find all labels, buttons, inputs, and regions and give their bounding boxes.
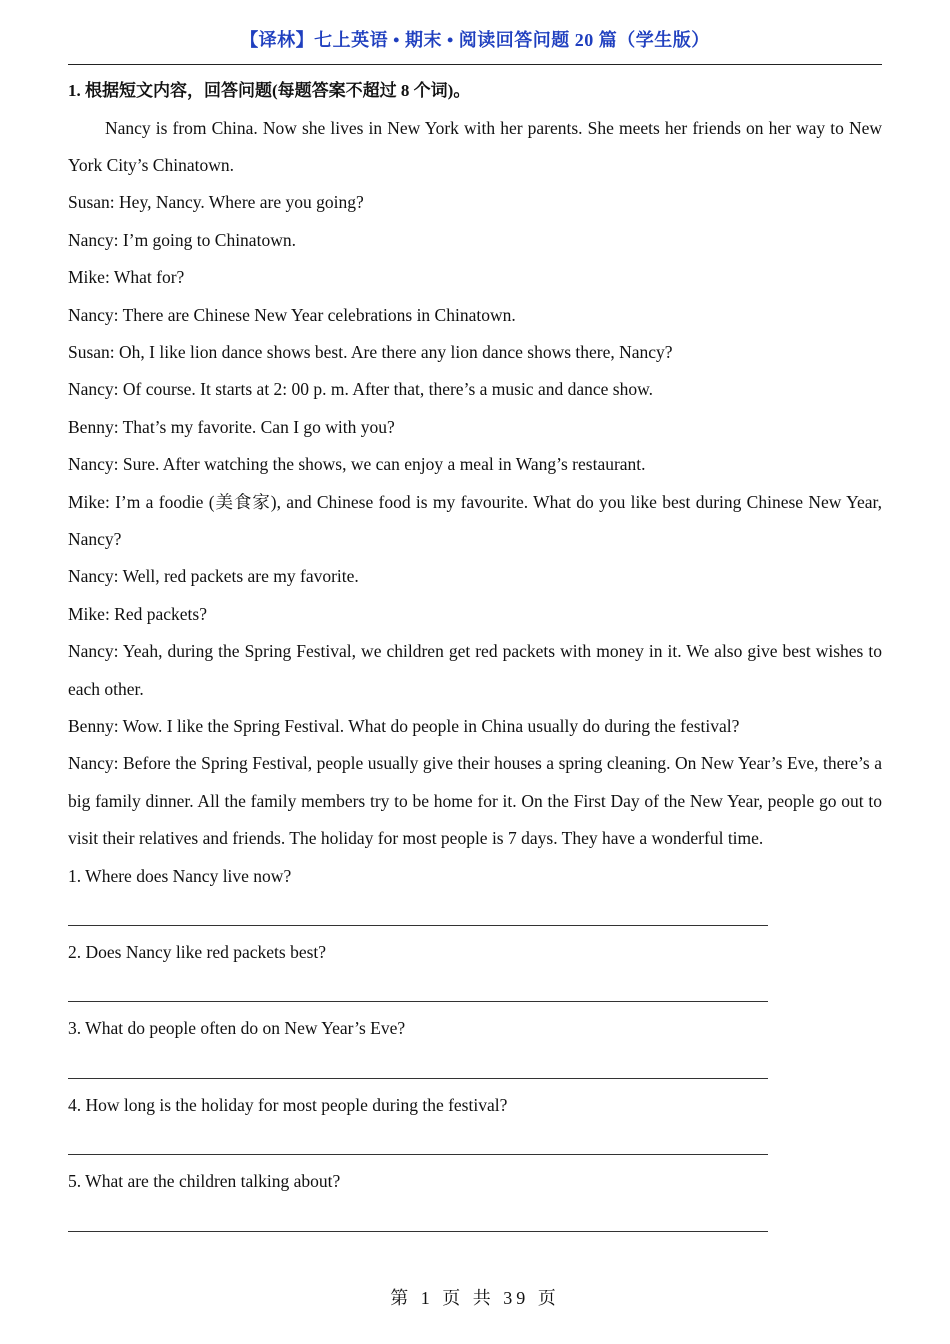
dialogue-line: Susan: Hey, Nancy. Where are you going?	[68, 192, 364, 213]
answer-line[interactable]	[68, 1154, 768, 1155]
dialogue-line: Nancy: Before the Spring Festival, people usually give their houses a spring cleaning. On New Year’s Eve, there’s a big family dinner. All the family members try to be home for it. On the First Day of the New Year, people go out to visit their relatives and friends. The holiday for most people is 7 days. They have a wonderful time.	[68, 753, 882, 849]
dialogue-line: Mike: Red packets?	[68, 603, 207, 624]
page-footer: 第 1 页 共 39 页	[390, 1288, 560, 1308]
dialogue-line: Nancy: Sure. After watching the shows, we can enjoy a meal in Wang’s restaurant.	[68, 454, 646, 475]
answer-line[interactable]	[68, 1001, 768, 1002]
answer-line[interactable]	[68, 1231, 768, 1232]
question-block	[68, 72, 882, 1240]
dialogue-line: Mike: I’m a foodie (美食家), and Chinese food is my favourite. What do you like best during Chinese New Year, Nancy?	[68, 491, 882, 549]
intro-paragraph: Nancy is from China. Now she lives in New York with her parents. She meets her friends on her way to New York City’s Chinatown.	[68, 117, 882, 175]
dialogue-line: Benny: That’s my favorite. Can I go with you?	[68, 416, 395, 437]
question-item: 3. What do people often do on New Year’s Eve?	[68, 1018, 406, 1039]
answer-line[interactable]	[68, 925, 768, 926]
dialogue-line: Nancy: I’m going to Chinatown.	[68, 229, 296, 250]
dialogue-line: Mike: What for?	[68, 267, 185, 288]
question-item: 1. Where does Nancy live now?	[68, 865, 292, 886]
page-header-title: 【译林】七上英语 • 期末 • 阅读回答问题 20 篇（学生版）	[240, 30, 710, 50]
answer-line[interactable]	[68, 1078, 768, 1079]
question-item: 5. What are the children talking about?	[68, 1171, 341, 1192]
question-heading: 1. 根据短文内容，回答问题(每题答案不超过 8 个词)。	[68, 81, 471, 100]
dialogue-line: Nancy: Yeah, during the Spring Festival, we children get red packets with money in it. We also give best wishes to each other.	[68, 641, 882, 699]
question-item: 4. How long is the holiday for most people during the festival?	[68, 1094, 508, 1115]
dialogue-line: Susan: Oh, I like lion dance shows best. Are there any lion dance shows there, Nancy?	[68, 341, 673, 362]
question-item: 2. Does Nancy like red packets best?	[68, 942, 327, 963]
header-divider	[68, 64, 882, 65]
dialogue-line: Benny: Wow. I like the Spring Festival. What do people in China usually do during the festival?	[68, 716, 740, 736]
dialogue-line: Nancy: Well, red packets are my favorite.	[68, 566, 359, 587]
dialogue-line: Nancy: Of course. It starts at 2: 00 p. m. After that, there’s a music and dance show.	[68, 379, 653, 400]
dialogue-line: Nancy: There are Chinese New Year celebrations in Chinatown.	[68, 304, 516, 325]
